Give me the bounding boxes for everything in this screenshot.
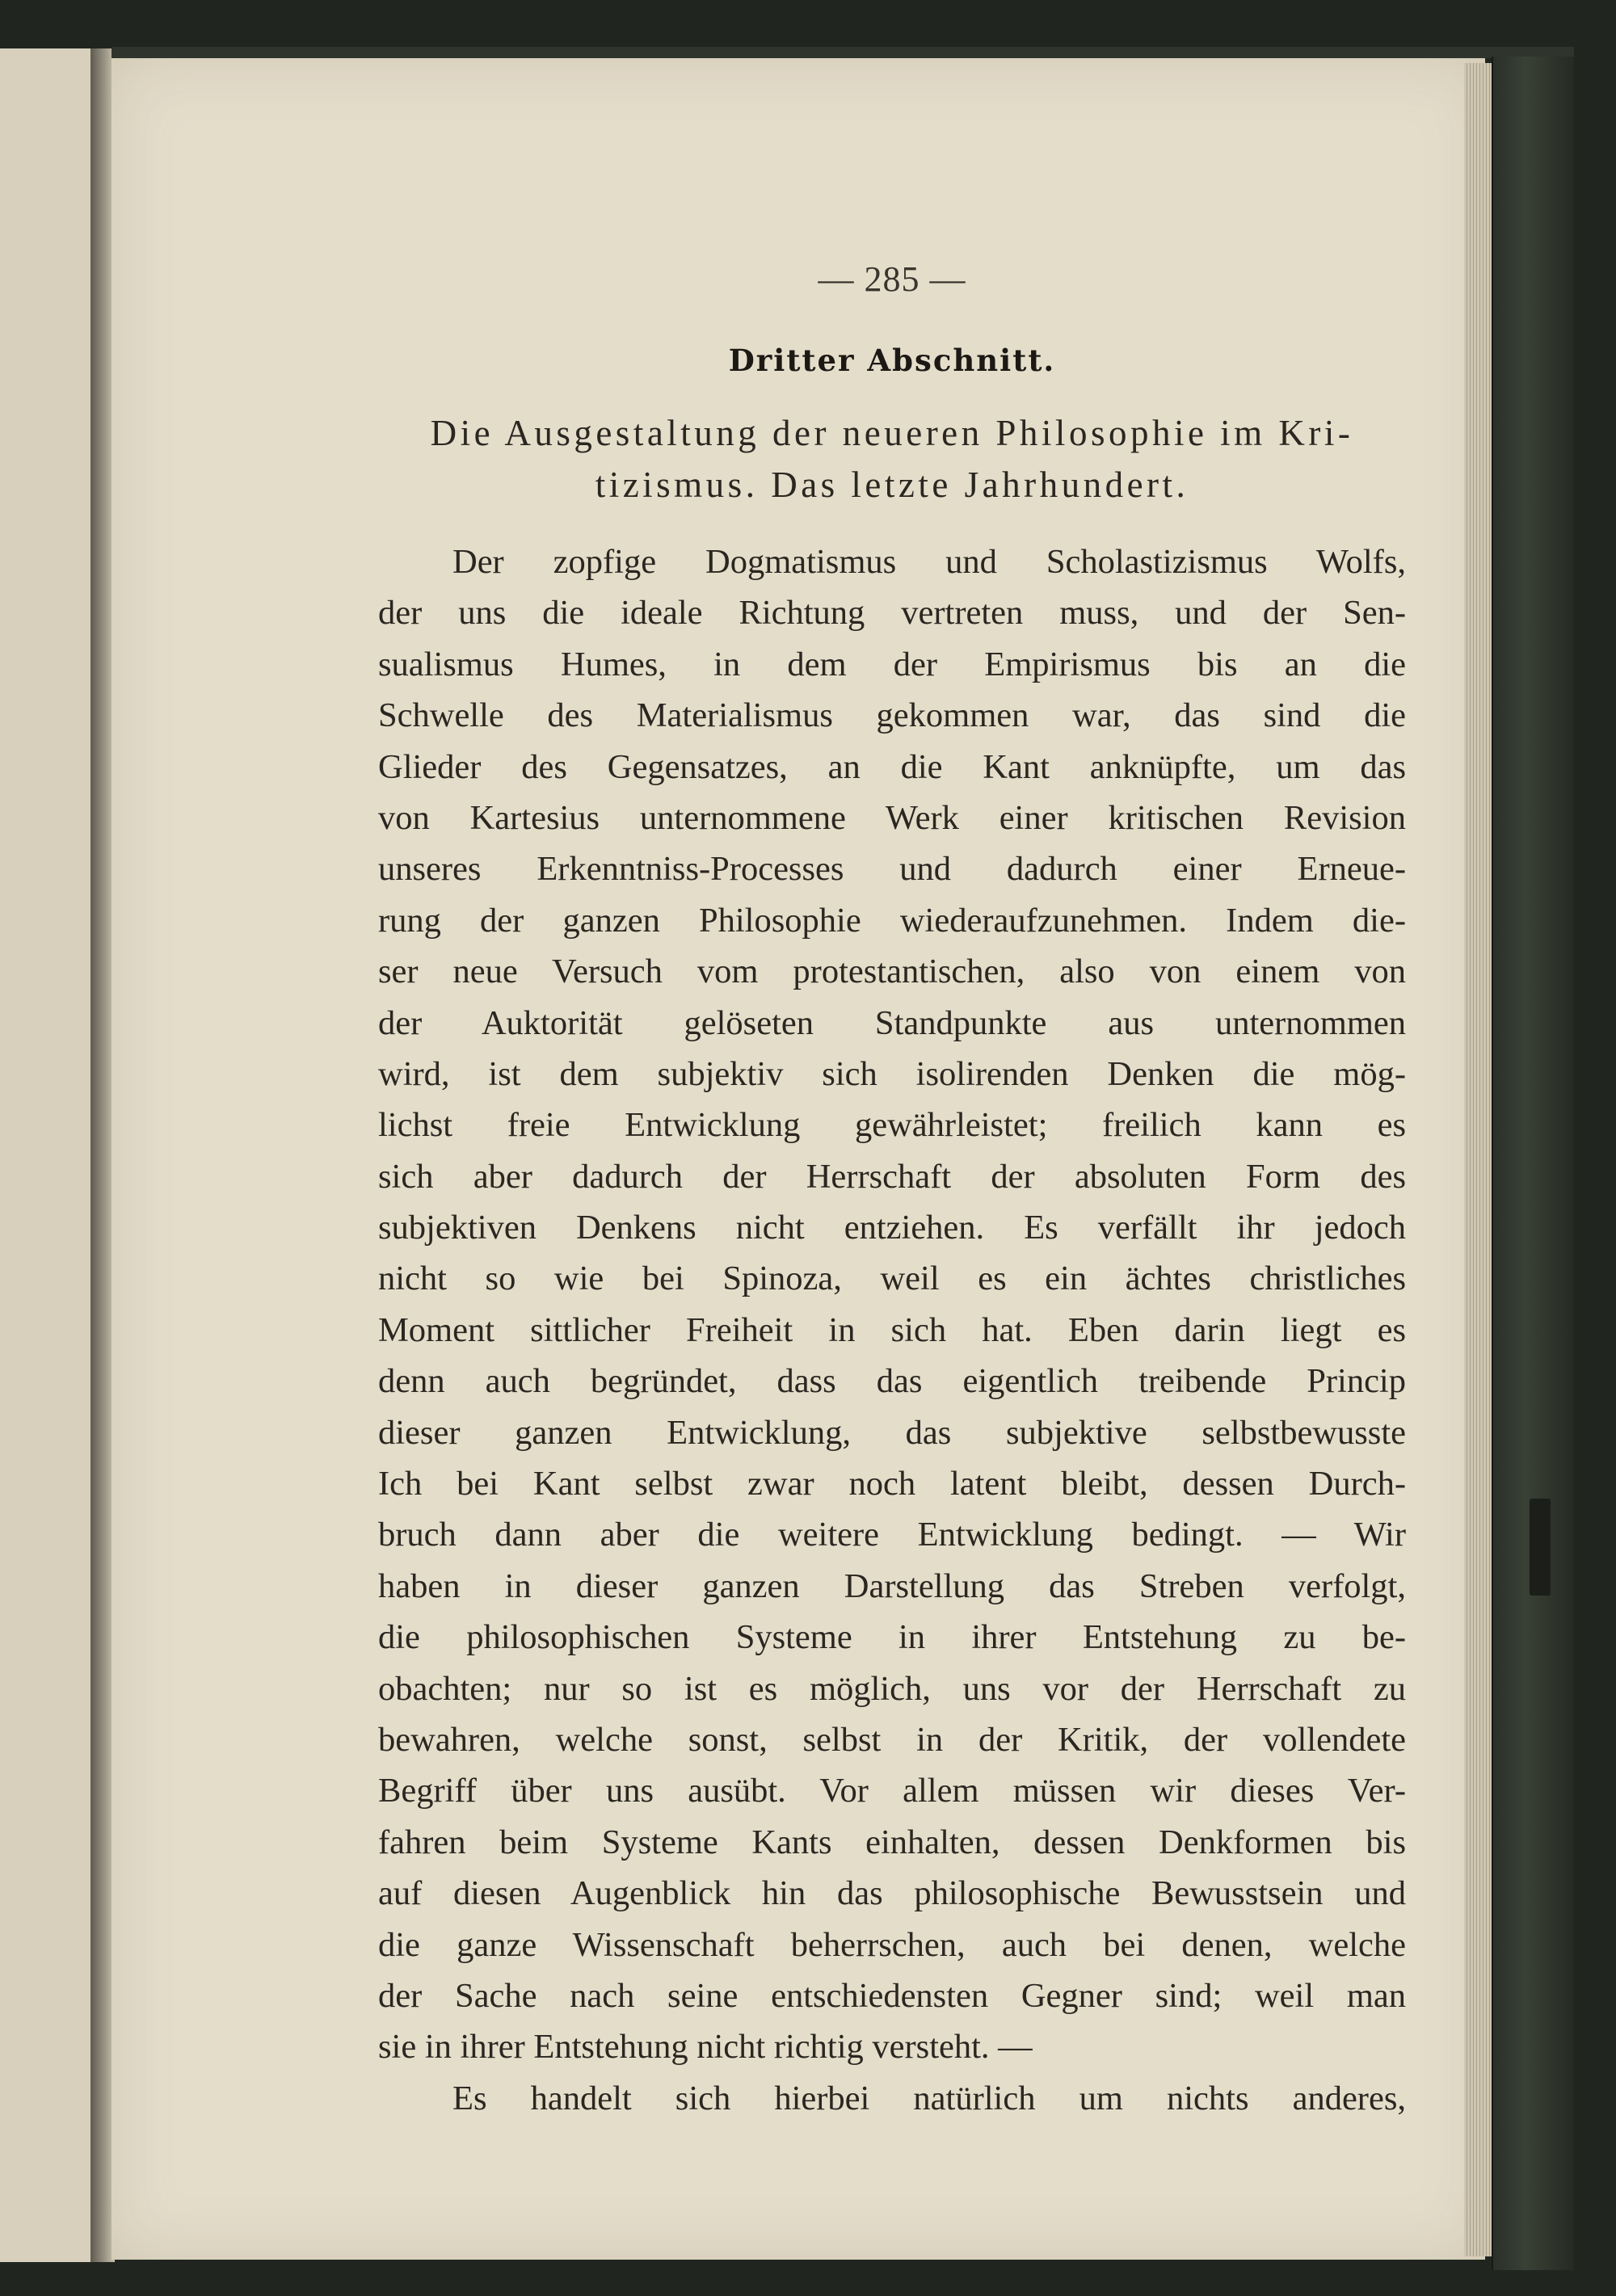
text-line: sich aber dadurch der Herrschaft der absoluten Form des: [378, 1157, 1406, 1196]
text-line: bewahren, welche sonst, selbst in der Kritik, der vollendete: [378, 1720, 1406, 1759]
page-block-edges: [1464, 63, 1493, 2256]
text-line: Moment sittlicher Freiheit in sich hat. Eben darin liegt es: [378, 1310, 1406, 1349]
chapter-title-line: tizismus. Das letzte Jahrhundert.: [595, 465, 1189, 505]
chapter-title-line: Die Ausgestaltung der neueren Philosophie im Kri-: [430, 413, 1354, 453]
text-line: auf diesen Augenblick hin das philosophische Bewusstsein und: [378, 1874, 1406, 1913]
text-line: Schwelle des Materialismus gekommen war, das sind die: [378, 696, 1406, 735]
body-text: [378, 536, 1406, 2124]
text-line: der uns die ideale Richtung vertreten muss, und der Sen-: [378, 594, 1406, 633]
text-line: wird, ist dem subjektiv sich isolirenden Denken die mög-: [378, 1054, 1406, 1093]
text-line: subjektiven Denkens nicht entziehen. Es verfällt ihr jedoch: [378, 1209, 1406, 1247]
text-line: Es handelt sich hierbei natürlich um nichts anderes,: [452, 2079, 1406, 2117]
text-line: ser neue Versuch vom protestantischen, also von einem von: [378, 952, 1406, 991]
facing-page-edge: [0, 48, 93, 2262]
book-cover: [1492, 57, 1574, 2270]
text-line: Ich bei Kant selbst zwar noch latent bleibt, dessen Durch-: [378, 1465, 1406, 1503]
text-line: lichst freie Entwicklung gewährleistet; freilich kann es: [378, 1106, 1406, 1145]
text-line: dieser ganzen Entwicklung, das subjektive selbstbewusste: [378, 1413, 1406, 1452]
text-line: haben in dieser ganzen Darstellung das Streben verfolgt,: [378, 1566, 1406, 1605]
text-line: die philosophischen Systeme in ihrer Entstehung zu be-: [378, 1618, 1406, 1657]
cover-top-edge: [112, 47, 1574, 58]
text-line: denn auch begründet, dass das eigentlich treibende Princip: [378, 1362, 1406, 1401]
text-line: der Sache nach seine entschiedensten Gegner sind; weil man: [378, 1976, 1406, 2015]
text-line: Glieder des Gegensatzes, an die Kant anknüpfte, um das: [378, 747, 1406, 786]
text-line: Begriff über uns ausübt. Vor allem müssen wir dieses Ver-: [378, 1772, 1406, 1810]
text-line: rung der ganzen Philosophie wiederaufzunehmen. Indem die-: [378, 901, 1406, 940]
text-line: sie in ihrer Entstehung nicht richtig versteht. —: [378, 2028, 1033, 2067]
text-line: Der zopfige Dogmatismus und Scholastizismus Wolfs,: [452, 543, 1406, 581]
page-number: — 285 —: [818, 259, 966, 299]
text-line: die ganze Wissenschaft beherrschen, auch bei denen, welche: [378, 1925, 1406, 1964]
book-page: [112, 58, 1485, 2260]
text-line: von Kartesius unternommene Werk einer kritischen Revision: [378, 798, 1406, 837]
text-line: bruch dann aber die weitere Entwicklung bedingt. — Wir: [378, 1516, 1406, 1554]
section-heading: Dritter Abschnitt.: [728, 343, 1056, 378]
text-line: der Auktorität gelöseten Standpunkte aus unternommen: [378, 1003, 1406, 1042]
text-line: obachten; nur so ist es möglich, uns vor der Herrschaft zu: [378, 1669, 1406, 1708]
text-line: fahren beim Systeme Kants einhalten, dessen Denkformen bis: [378, 1823, 1406, 1861]
text-line: unseres Erkenntniss-Processes und dadurch einer Erneue-: [378, 850, 1406, 889]
chapter-title: [378, 407, 1406, 511]
bookmark-ribbon: [1530, 1499, 1551, 1596]
text-line: nicht so wie bei Spinoza, weil es ein ächtes christliches: [378, 1259, 1406, 1298]
text-line: sualismus Humes, in dem der Empirismus bis an die: [378, 645, 1406, 683]
